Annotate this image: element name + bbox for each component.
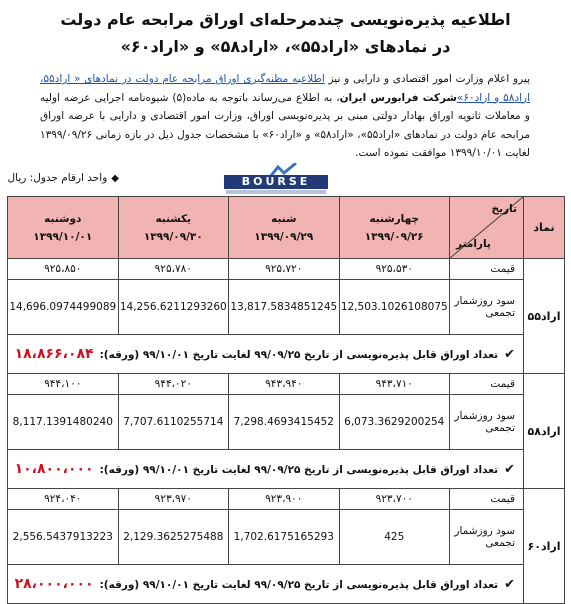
table-row (8, 335, 565, 374)
namad-cell: اراد۵۵ (524, 259, 565, 374)
price-label: قیمت (450, 489, 524, 510)
date-day: یکشنبه (155, 212, 192, 225)
yield-label: سود روزشمار تجمعی (450, 280, 524, 335)
date-day: شنبه (271, 212, 297, 225)
price-cell: ۹۴۴،۰۲۰ (118, 374, 228, 395)
intro-paragraph (40, 70, 530, 163)
yield-cell: 7,707.6110255714 (118, 395, 228, 450)
yield-cell: 12,503.1026108075 (339, 280, 449, 335)
namad-cell: اراد۵۸ (524, 374, 565, 489)
subscription-table (7, 196, 565, 604)
title-line-1: اطلاعیه پذیره‌نویسی چندمرحله‌ای اوراق مرابحه عام دولت (60, 10, 511, 29)
farabourse-bold: شرکت فرابورس ایران (339, 91, 457, 104)
table-row (8, 510, 565, 565)
param-bottom-label: پارامتر (456, 238, 491, 250)
yield-cell: 7,298.4693415452 (229, 395, 339, 450)
param-top-label: تاریخ (491, 203, 517, 215)
price-cell: ۹۲۳،۹۷۰ (118, 489, 228, 510)
total-count: ۲۸،۰۰۰،۰۰۰ (14, 576, 94, 592)
date-header (229, 197, 339, 259)
total-count: ۱۰،۸۰۰،۰۰۰ (14, 461, 94, 477)
date-day: دوشنبه (44, 212, 82, 225)
price-cell: ۹۲۴،۰۴۰ (8, 489, 119, 510)
total-text: تعداد اوراق قابل پذیره‌نویسی از تاریخ ۹۹/۰۹/۲۵ لغایت تاریخ ۹۹/۱۰/۰۱ (ورقه): (99, 349, 499, 361)
date-header (8, 197, 119, 259)
logo-word: BOURSE (224, 175, 328, 189)
table-row (8, 450, 565, 489)
date-value: ۱۳۹۹/۰۹/۳۰ (143, 230, 203, 243)
namad-cell: اراد۶۰ (524, 489, 565, 604)
total-count: ۱۸،۸۶۶،۰۸۴ (14, 346, 94, 362)
date-value: ۱۳۹۹/۱۰/۰۱ (33, 230, 93, 243)
table-header-row (8, 197, 565, 259)
price-cell: ۹۲۳،۷۰۰ (339, 489, 449, 510)
unit-label (8, 172, 119, 184)
price-cell: ۹۴۴،۱۰۰ (8, 374, 119, 395)
total-row (8, 450, 524, 489)
yield-cell: 13,817.5834851245 (229, 280, 339, 335)
checkmark-icon: ✔ (504, 462, 515, 477)
price-cell: ۹۲۵،۵۳۰ (339, 259, 449, 280)
total-text: تعداد اوراق قابل پذیره‌نویسی از تاریخ ۹۹/۰۹/۲۵ لغایت تاریخ ۹۹/۱۰/۰۱ (ورقه): (99, 464, 499, 476)
total-row (8, 565, 524, 604)
yield-cell: 2,556.5437913223 (8, 510, 119, 565)
yield-label: سود روزشمار تجمعی (450, 395, 524, 450)
yield-cell: 8,117.1391480240 (8, 395, 119, 450)
param-header (450, 197, 524, 259)
checkmark-icon: ✔ (504, 347, 515, 362)
table-row (8, 565, 565, 604)
price-cell: ۹۲۳،۹۰۰ (229, 489, 339, 510)
logo-tagline-bar (226, 190, 326, 194)
date-value: ۱۳۹۹/۰۹/۲۶ (364, 230, 424, 243)
yield-cell: 425 (339, 510, 449, 565)
price-cell: ۹۴۳،۷۱۰ (339, 374, 449, 395)
intro-text-2: ، به اطلاع می‌رساند باتوجه به ماده(۵) شیوه‌نامه اجرایی عرضه اولیه و معاملات ثانویه اوراق بهادار دولتی مبنی بر پذیره‌نویسی اوراق، وزارت امور اقتصادی و دارایی با عرضه اوراق مرابحه عام دولت در نمادهای «اراد۵۵»، «اراد۵۸» و «اراد۶۰» با مشخصات جدول ذیل در بازه زمانی ۱۳۹۹/۰۹/۲۶ لغایت ۱۳۹۹/۱۰/۰۱ موافقت نموده است. (40, 91, 531, 159)
table-row (8, 280, 565, 335)
title-line-2: در نمادهای «اراد۵۵»، «اراد۵۸» و «اراد۶۰» (120, 37, 451, 56)
date-day: چهارشنبه (369, 212, 420, 225)
bourse-logo (224, 163, 328, 195)
table-row (8, 489, 565, 510)
table-row (8, 395, 565, 450)
bullet-icon: ◆ (111, 173, 119, 184)
table-row (8, 259, 565, 280)
table-row (8, 374, 565, 395)
price-cell: ۹۲۵،۸۵۰ (8, 259, 119, 280)
date-header (339, 197, 449, 259)
total-text: تعداد اوراق قابل پذیره‌نویسی از تاریخ ۹۹/۰۹/۲۵ لغایت تاریخ ۹۹/۱۰/۰۱ (ورقه): (99, 579, 499, 591)
announcement-link[interactable]: اطلاعیه مظنه‌گیری اوراق مرابحه عام دولت در نمادهای « اراد۵۵، اراد۵۸ و اراد۶۰» (40, 73, 531, 104)
unit-label-text: واحد ارقام جدول: ریال (7, 172, 108, 184)
date-header (118, 197, 228, 259)
total-row (8, 335, 524, 374)
namad-header: نماد (524, 197, 565, 259)
price-label: قیمت (450, 259, 524, 280)
yield-cell: 2,129.3625275488 (118, 510, 228, 565)
checkmark-icon: ✔ (504, 577, 515, 592)
date-value: ۱۳۹۹/۰۹/۲۹ (254, 230, 314, 243)
yield-cell: 1,702.6175165293 (229, 510, 339, 565)
yield-cell: 14,256.6211293260 (118, 280, 228, 335)
price-label: قیمت (450, 374, 524, 395)
yield-cell: 6,073.3629200254 (339, 395, 449, 450)
price-cell: ۹۲۵،۷۸۰ (118, 259, 228, 280)
price-cell: ۹۴۳،۹۴۰ (229, 374, 339, 395)
yield-cell: 14,696.0974499089 (8, 280, 119, 335)
intro-text-1: پیرو اعلام وزارت امور اقتصادی و دارایی و نیز (324, 73, 530, 85)
yield-label: سود روزشمار تجمعی (450, 510, 524, 565)
price-cell: ۹۲۵،۷۲۰ (229, 259, 339, 280)
